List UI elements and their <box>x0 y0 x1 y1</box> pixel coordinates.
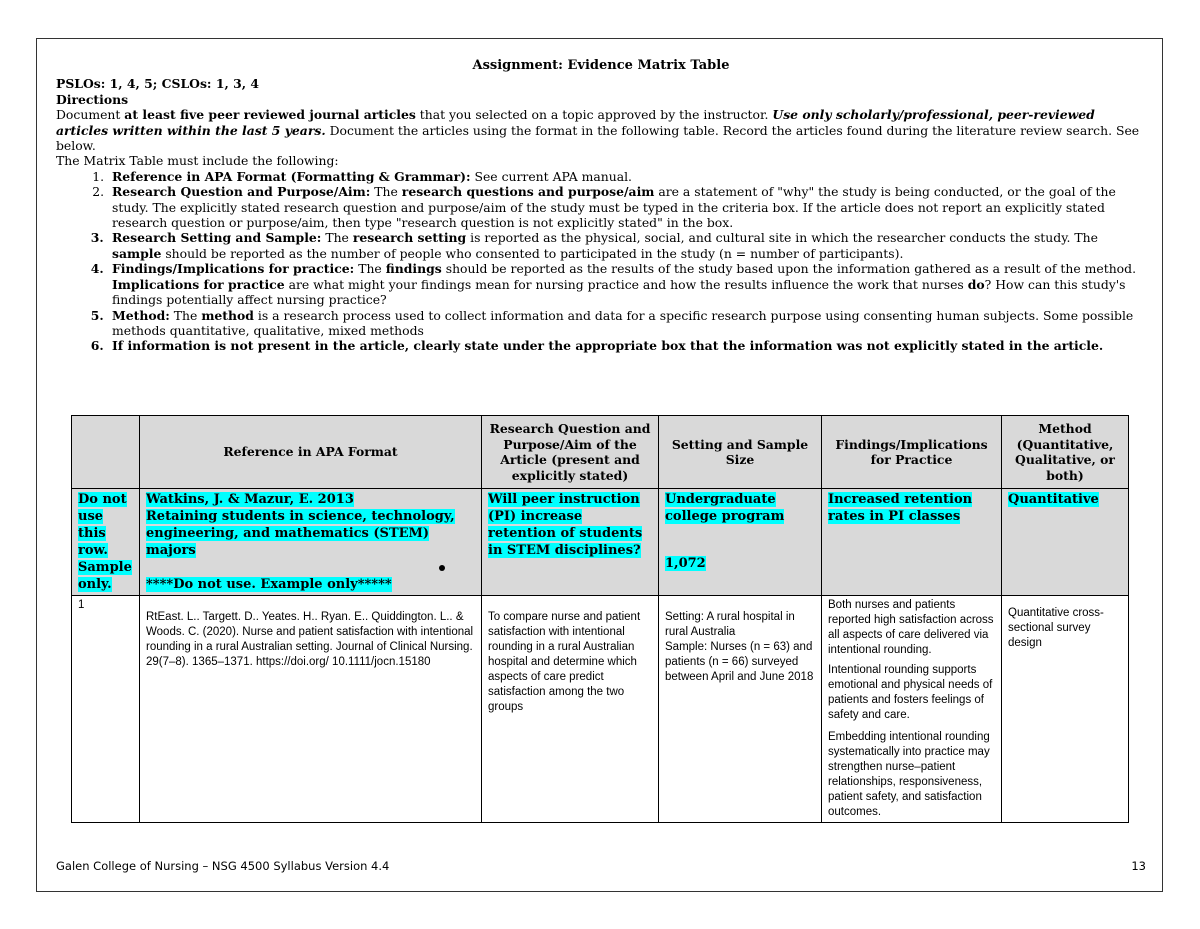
directions-heading: Directions <box>56 91 129 107</box>
intro-text-2: that you selected on a topic approved by the instructor. <box>415 107 773 123</box>
sample-label: Do not use this row. Sample only. <box>78 492 132 592</box>
directions-paragraph <box>56 107 1146 153</box>
sample-size: 1,072 <box>665 556 706 571</box>
row-reference: RtEast. L.. Targett. D.. Yeates. H.. Ryan. E.. Quiddington. L.. & Woods. C. (2020). Nurse and patient satisfaction with intentional rounding in a rural Australian setting. Journal of Clinical Nursing. 29(7–8). 1365–1371. https://doi.org/ 10.1111/jocn.15180 <box>140 596 482 823</box>
sample-reference-cell <box>140 489 482 596</box>
intro-bold-italic: Use only scholarly/professional, peer-reviewed articles written within the last 5 years. <box>56 107 1095 138</box>
list-item: 5. Method: The method is a research process used to collect information and data for a specific research purpose using consenting human subjects. Some possible methods quantitative, qualitative, mixed methods <box>108 308 1146 339</box>
list-item: 6. If information is not present in the article, clearly state under the appropriate box that the information was not explicitly stated in the article. <box>108 338 1146 353</box>
findings-paragraph: Embedding intentional rounding systematically into practice may strengthen nurse–patient relationships, responsiveness, patient safety, and satisfaction outcomes. <box>828 731 990 818</box>
page-footer <box>56 859 1146 873</box>
intro-text-3: Document the articles using the format in the following table. Record the articles found during the literature review search. See below. <box>56 122 1140 154</box>
bullet-dot-icon <box>439 565 445 571</box>
requirements-list <box>56 169 1146 354</box>
footer-text: Galen College of Nursing – NSG 4500 Syllabus Version 4.4 <box>56 859 390 873</box>
list-item: 3. Research Setting and Sample: The research setting is reported as the physical, social, and cultural site in which the researcher conducts the study. The sample should be reported as the number of people who consented to participated in the study (n = number of participants). <box>108 230 1146 261</box>
sample-question-cell <box>482 489 659 596</box>
intro-text-1: Document <box>56 107 125 123</box>
header-setting: Setting and Sample Size <box>659 416 822 489</box>
sample-reference-title: Retaining students in science, technology, engineering, and mathematics (STEM) majors <box>146 509 455 558</box>
evidence-matrix-table <box>71 415 1129 823</box>
sample-method-cell <box>1002 489 1129 596</box>
sample-setting: Undergraduate college program <box>665 492 785 524</box>
findings-paragraph: Both nurses and patients reported high satisfaction across all aspects of care delivered via intentional rounding. <box>828 599 994 656</box>
row-setting: Setting: A rural hospital in rural Australia Sample: Nurses (n = 63) and patients (n = 66) surveyed between April and June 2018 <box>659 596 822 823</box>
learning-outcomes: PSLOs: 1, 4, 5; CSLOs: 1, 3, 4 <box>56 76 259 92</box>
header-reference: Reference in APA Format <box>140 416 482 489</box>
list-item: 2. Research Question and Purpose/Aim: The research questions and purpose/aim are a statement of "why" the study is being conducted, or the goal of the study. The explicitly stated research question and purpose/aim of the study must be typed in the criteria box. If the article does not report an explicitly stated research question or purpose/aim, then type "research question is not explicitly stated" in the box. <box>108 184 1146 230</box>
sample-setting-cell <box>659 489 822 596</box>
sample-question: Will peer instruction (PI) increase retention of students in STEM disciplines? <box>488 492 643 558</box>
sample-findings-cell <box>822 489 1002 596</box>
sample-reference-note: ****Do not use. Example only***** <box>146 577 392 592</box>
row-question: To compare nurse and patient satisfaction with intentional rounding in a rural Australian hospital and determine which aspects of care predict satisfaction among the two groups <box>482 596 659 823</box>
document-body <box>56 58 1146 354</box>
row-method: Quantitative cross-sectional survey design <box>1002 596 1129 823</box>
list-item: 1. Reference in APA Format (Formatting & Grammar): See current APA manual. <box>108 169 1146 184</box>
table-header-row <box>72 416 1129 489</box>
page-title: Assignment: Evidence Matrix Table <box>472 58 730 73</box>
header-method: Method (Quantitative, Qualitative, or both) <box>1002 416 1129 489</box>
header-question: Research Question and Purpose/Aim of the Article (present and explicitly stated) <box>482 416 659 489</box>
sample-reference-authors: Watkins, J. & Mazur, E. 2013 <box>146 492 354 507</box>
table-row <box>72 596 1129 823</box>
sample-row <box>72 489 1129 596</box>
page-number: 13 <box>1131 859 1146 873</box>
sample-label-cell <box>72 489 140 596</box>
row-number: 1 <box>72 596 140 823</box>
sample-findings: Increased retention rates in PI classes <box>828 492 973 524</box>
list-item: 4. Findings/Implications for practice: The findings should be reported as the results of the study based upon the information gathered as a result of the method. Implications for practice are what might your findings mean for nursing practice and how the results influence the work that nurses do? How can this study's findings potentially affect nursing practice? <box>108 261 1146 307</box>
intro-bold: at least five peer reviewed journal articles <box>124 107 416 123</box>
header-findings: Findings/Implications for Practice <box>822 416 1002 489</box>
findings-paragraph: Intentional rounding supports emotional and physical needs of patients and fosters feelings of safety and care. <box>828 664 993 721</box>
sample-method: Quantitative <box>1008 492 1099 507</box>
header-blank <box>72 416 140 489</box>
row-findings <box>822 596 1002 823</box>
matrix-requirements: The Matrix Table must include the following: <box>56 153 339 169</box>
